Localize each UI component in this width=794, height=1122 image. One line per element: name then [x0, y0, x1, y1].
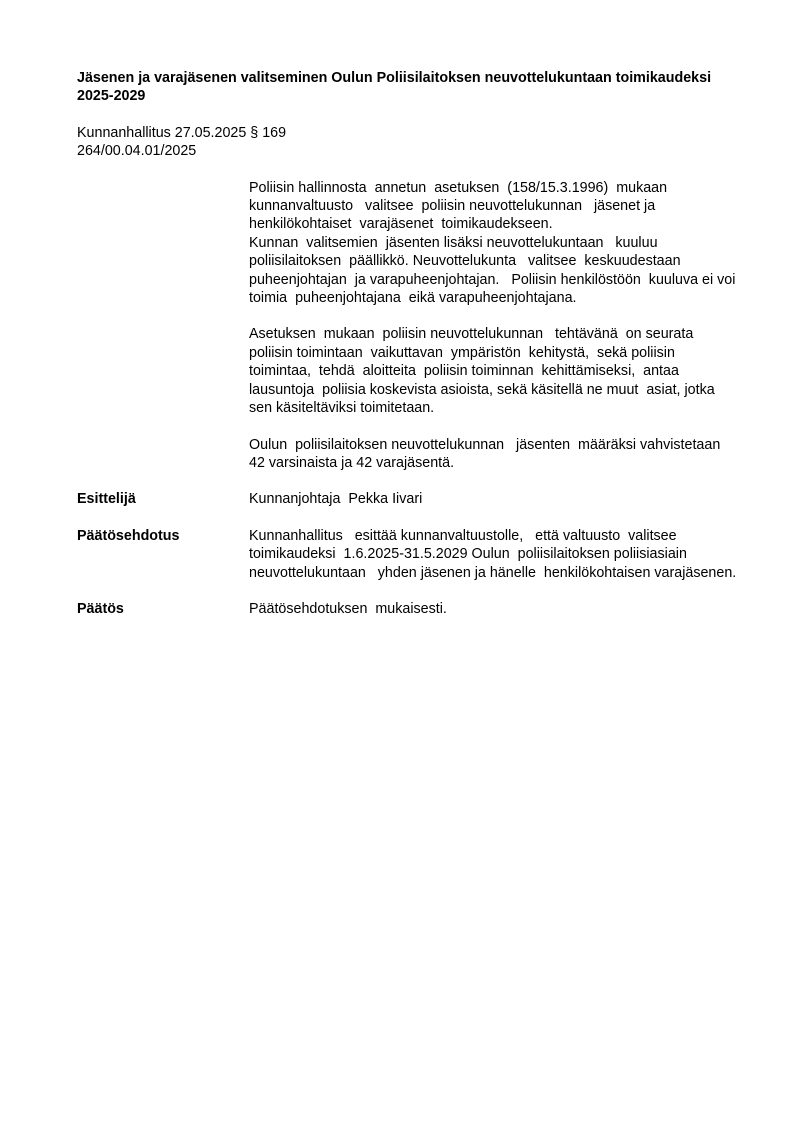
case-number: 264/00.04.01/2025: [77, 143, 197, 160]
presenter-row: [77, 490, 737, 508]
presenter-label: Esittelijä: [77, 491, 136, 508]
document-page: [77, 69, 737, 636]
description-block: [249, 179, 737, 473]
decision-row: [77, 600, 737, 618]
paragraph-members: Oulun poliisilaitoksen neuvottelukunnan jäsenten määräksi vahvistetaan 42 varsinaista ja 42 varajäsentä.: [249, 436, 729, 471]
decision-text: Päätösehdotuksen mukaisesti.: [249, 600, 447, 617]
meeting-meta: [77, 124, 737, 161]
proposal-label: Päätösehdotus: [77, 527, 180, 544]
decision-label: Päätös: [77, 600, 124, 617]
document-title: Jäsenen ja varajäsenen valitseminen Oulun Poliisilaitoksen neuvottelukuntaan toimikaudeksi 2025-2029: [77, 70, 712, 105]
proposal-text: Kunnanhallitus esittää kunnanvaltuustolle, että valtuusto valitsee toimikaudeksi 1.6.2025-31.5.2029 Oulun poliisilaitoksen poliisiasiain neuvottelukuntaan yhden jäsenen ja hänelle henkilökohtaisen varajäsenen.: [249, 527, 737, 581]
meeting-reference: Kunnanhallitus 27.05.2025 § 169: [77, 124, 287, 141]
paragraph-background: Poliisin hallinnosta annetun asetuksen (158/15.3.1996) mukaan kunnanvaltuusto valitsee poliisin neuvottelukunnan jäsenet ja henkilökohtaiset varajäsenet toimikaudekseen. Kunnan valitsemien jäsenten lisäksi neuvottelukuntaan kuuluu poliisilaitoksen päällikkö. Neuvottelukunta valitsee keskuudestaan puheenjohtajan ja varapuheenjohtajan. Poliisin henkilöstöön kuuluva ei voi toimia puheenjohtajana eikä varapuheenjohtajana.: [249, 179, 736, 307]
presenter-text: Kunnanjohtaja Pekka Iivari: [249, 491, 423, 508]
paragraph-duties: Asetuksen mukaan poliisin neuvottelukunnan tehtävänä on seurata poliisin toimintaan vaikuttavan ympäristön kehitystä, sekä poliisin toimintaa, tehdä aloitteita poliisin toiminnan kehittämiseksi, antaa lausuntoja poliisia koskevista asioista, sekä käsitellä ne muut asiat, jotka sen käsiteltäviksi toimitetaan.: [249, 326, 719, 417]
proposal-row: [77, 527, 737, 582]
